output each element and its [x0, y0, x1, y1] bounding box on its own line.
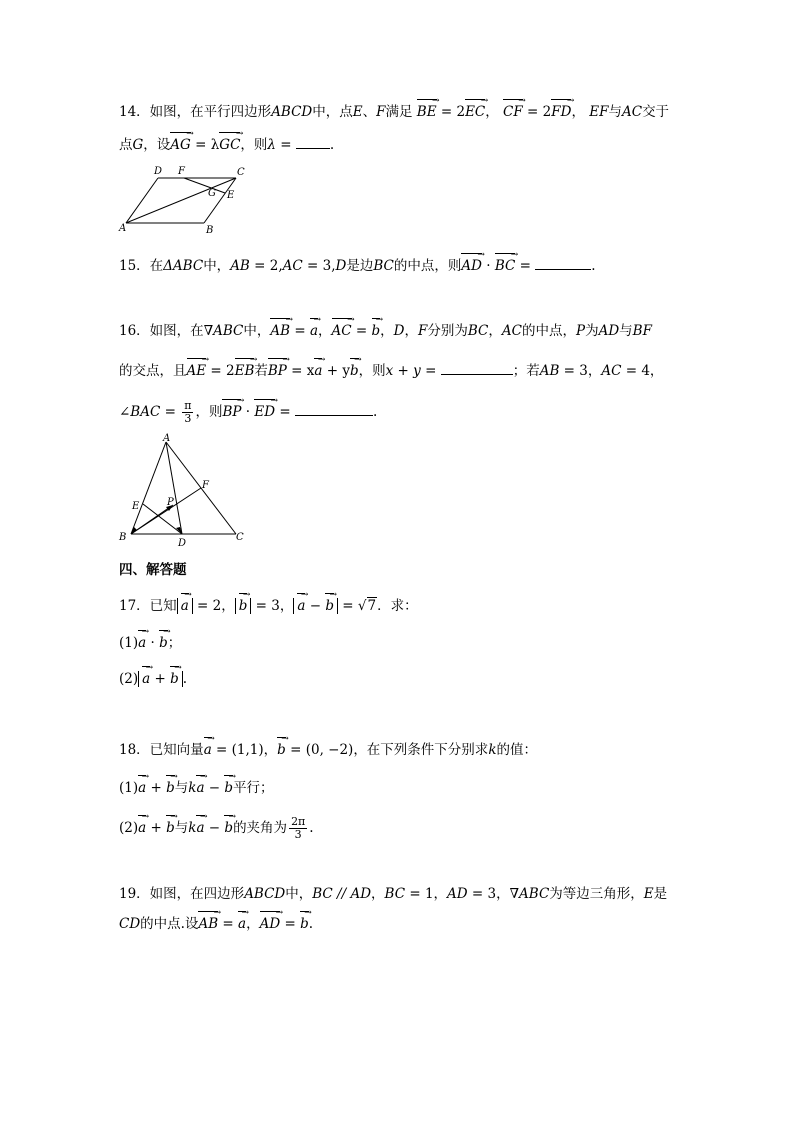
vector: a →	[310, 322, 318, 340]
median-AD	[166, 442, 182, 534]
text: 、	[362, 104, 377, 120]
q17-part1	[119, 634, 181, 652]
q14-line1	[119, 103, 669, 121]
vector: a →	[196, 819, 204, 837]
vector: b →	[166, 779, 175, 797]
text: =	[290, 323, 310, 339]
text: 中，	[203, 258, 231, 274]
text: =	[515, 258, 536, 274]
text: E	[352, 104, 363, 120]
text: BC	[373, 258, 394, 274]
q16-line2	[119, 360, 663, 380]
text: =	[218, 916, 239, 932]
text: +	[150, 671, 171, 687]
text: ·	[241, 404, 255, 420]
text: ，	[404, 323, 418, 339]
text: .	[182, 671, 188, 687]
vector: ED →	[254, 403, 275, 421]
text: + y	[322, 363, 350, 379]
text: ，	[488, 323, 502, 339]
vector: b →	[300, 915, 309, 933]
vector: b →	[224, 819, 233, 837]
text: =	[275, 137, 296, 153]
q19-line1	[119, 885, 667, 903]
answer-blank[interactable]	[535, 255, 591, 270]
text: ∠BAC	[119, 404, 161, 420]
text: ∇ABC	[203, 323, 244, 339]
vector: b →	[166, 819, 175, 837]
fraction	[289, 816, 307, 841]
vector: AB →	[270, 322, 290, 340]
vector: a →	[314, 362, 322, 380]
text: 17．已知	[119, 598, 177, 614]
label-E: E	[132, 501, 140, 512]
text: 与	[174, 780, 189, 796]
label-D: D	[154, 166, 163, 177]
text: E	[643, 886, 654, 902]
q15-line	[119, 255, 596, 275]
label-B: B	[206, 225, 214, 235]
text: ，设	[143, 137, 171, 153]
text: .	[591, 258, 596, 274]
text: BC	[467, 323, 489, 339]
text: = 2，	[192, 598, 235, 614]
q19-line2	[119, 915, 313, 933]
text: .	[329, 137, 335, 153]
text: 的中点，则	[393, 258, 462, 274]
text: ABCD	[271, 104, 313, 120]
text: 中，点	[312, 104, 353, 120]
text: −	[204, 820, 225, 836]
q16-line3	[119, 400, 377, 425]
denominator: 3	[294, 828, 302, 841]
text: 的夹角为	[233, 820, 288, 836]
text: = 1，	[405, 886, 448, 902]
text: (1)	[119, 635, 139, 651]
numerator: π	[184, 399, 192, 412]
vector: AB →	[198, 915, 218, 933]
text: 中，	[243, 323, 271, 339]
text: 是边	[346, 258, 374, 274]
label-E: E	[227, 190, 235, 201]
text: ，则	[240, 137, 268, 153]
text: = 2	[522, 104, 552, 120]
text: −	[204, 780, 225, 796]
text: =	[420, 363, 441, 379]
text: 的中点，	[521, 323, 576, 339]
text: k	[188, 780, 197, 796]
text: = 2	[436, 104, 466, 120]
text: AB	[230, 258, 250, 274]
text: = x	[286, 363, 315, 379]
text: ，	[485, 104, 499, 120]
text: 与	[608, 104, 622, 120]
sqrt-radicand: 7	[367, 598, 377, 614]
abs-value	[177, 598, 193, 614]
label-F: F	[202, 480, 209, 491]
text: =	[338, 598, 358, 614]
text: = 3，	[559, 363, 602, 379]
q16-triangle-figure	[118, 432, 258, 547]
text: ABCD	[244, 886, 286, 902]
q14-parallelogram-figure	[118, 163, 248, 235]
abs-value	[293, 598, 338, 614]
text: ·	[481, 258, 495, 274]
text: x + y	[385, 363, 421, 379]
text: 的中点.设	[140, 916, 199, 932]
text: ，在下列条件下分别求	[353, 742, 489, 758]
text: 与	[174, 820, 189, 836]
vector: a →	[138, 634, 146, 652]
text: 的值：	[496, 742, 537, 758]
text: =	[275, 404, 295, 420]
denominator: 3	[184, 412, 192, 425]
vector: EB →	[235, 362, 255, 380]
text: 交于	[642, 104, 670, 120]
text: −	[305, 598, 326, 614]
abs-value	[138, 671, 183, 687]
vector: AC →	[332, 322, 352, 340]
text: ．求：	[377, 598, 418, 614]
text: = 3，	[467, 886, 510, 902]
answer-blank[interactable]	[441, 360, 513, 375]
text: F	[376, 104, 386, 120]
vector: a →	[204, 741, 212, 759]
text: ；	[167, 635, 182, 651]
text: (2)	[119, 820, 139, 836]
text: 14．如图，在平行四边形	[119, 104, 272, 120]
text: .	[372, 404, 378, 420]
label-G: G	[208, 188, 216, 199]
label-F: F	[178, 166, 185, 177]
text: (2)	[119, 671, 139, 687]
text: 中，	[285, 886, 313, 902]
label-B: B	[119, 532, 127, 543]
vector: a →	[238, 915, 246, 933]
vector: EC →	[465, 103, 485, 121]
text: D	[335, 258, 347, 274]
fraction	[182, 400, 193, 425]
text: λ	[267, 137, 276, 153]
vector: a →	[297, 597, 305, 615]
text: 15．在	[119, 258, 164, 274]
text: k	[488, 742, 497, 758]
vector: b →	[170, 670, 179, 688]
text: (1)	[119, 780, 139, 796]
text: ，	[380, 323, 394, 339]
section-heading: 四、解答题	[119, 562, 187, 578]
vector: BP →	[268, 362, 287, 380]
text: ，则	[195, 404, 223, 420]
text: 的交点，且	[119, 363, 187, 379]
vector: b →	[239, 597, 248, 615]
text: =	[351, 323, 372, 339]
text: ，	[246, 916, 260, 932]
text: +	[146, 780, 167, 796]
vector: b →	[350, 362, 359, 380]
text: = 3，	[251, 598, 294, 614]
text: = (1,1)，	[211, 742, 278, 758]
text: 点	[119, 137, 133, 153]
vector: AE →	[187, 362, 207, 380]
text: AC	[621, 104, 643, 120]
text: = 2,	[249, 258, 283, 274]
text: 若	[254, 363, 268, 379]
text: =	[160, 404, 181, 420]
text: ，则	[358, 363, 386, 379]
vector: a →	[138, 779, 146, 797]
text: AD	[447, 886, 468, 902]
label-P: P	[167, 497, 174, 508]
vector: b →	[159, 634, 168, 652]
vector: CF →	[503, 103, 523, 121]
text: =	[280, 916, 301, 932]
text: = 2	[206, 363, 235, 379]
vector: BC →	[495, 257, 516, 275]
text: +	[146, 820, 167, 836]
text: 与	[619, 323, 633, 339]
text: ∇ABC	[509, 886, 550, 902]
text: AB	[539, 363, 560, 379]
text: 满足	[385, 104, 413, 120]
q18-part1	[119, 779, 274, 797]
vector: b →	[224, 779, 233, 797]
q17-part2	[119, 670, 187, 688]
vector: b →	[372, 322, 381, 340]
q18-part2	[119, 816, 314, 841]
vector: AG →	[170, 136, 191, 154]
text: BC	[384, 886, 406, 902]
text: 平行；	[233, 780, 274, 796]
q17-line1: 17．已知 a → = 2， b → = 3， a → − b → = √7．求：	[119, 597, 418, 615]
q18-line1	[119, 741, 537, 759]
text: AD	[598, 323, 620, 339]
answer-blank[interactable]	[295, 401, 373, 416]
vector: b →	[325, 597, 334, 615]
text: .	[309, 820, 314, 836]
label-D: D	[178, 538, 187, 547]
text: ；若	[512, 363, 540, 379]
vector: a →	[142, 670, 150, 688]
text: 16．如图，在	[119, 323, 204, 339]
label-C: C	[237, 167, 245, 178]
vector: AD →	[461, 257, 482, 275]
text: k	[188, 820, 197, 836]
text: ，	[318, 323, 332, 339]
label-A: A	[163, 433, 171, 444]
answer-blank[interactable]	[296, 134, 330, 149]
numerator: 2π	[291, 815, 306, 828]
text: 为	[585, 323, 599, 339]
vector: b →	[277, 741, 286, 759]
text: ，	[371, 886, 385, 902]
text: F	[418, 323, 428, 339]
text: = (0, −2)	[285, 742, 354, 758]
text: ，	[571, 104, 585, 120]
vector: a →	[138, 819, 146, 837]
text: AC	[282, 258, 303, 274]
vector: AD →	[260, 915, 281, 933]
text: = λ	[190, 137, 220, 153]
text: CD	[119, 916, 141, 932]
edge-AB	[131, 442, 166, 534]
text: AC	[501, 323, 522, 339]
text: BC // AD	[312, 886, 372, 902]
q14-line2	[119, 134, 334, 154]
q16-line1	[119, 322, 652, 340]
text: G	[132, 137, 144, 153]
text: = 4，	[621, 363, 664, 379]
vector: BE →	[417, 103, 437, 121]
text: 19．如图，在四边形	[119, 886, 245, 902]
vector: BP →	[222, 403, 241, 421]
text: P	[575, 323, 586, 339]
text: .	[308, 916, 314, 932]
text: 分别为	[427, 323, 468, 339]
vector: FD →	[551, 103, 571, 121]
text: 为等边三角形，	[549, 886, 644, 902]
label-A: A	[119, 223, 127, 234]
segment-ED	[143, 504, 182, 534]
label-C: C	[236, 532, 244, 543]
text: 是	[653, 886, 668, 902]
text: BF	[632, 323, 652, 339]
text: AC	[601, 363, 622, 379]
text: EF	[589, 104, 609, 120]
text: D	[393, 323, 405, 339]
text: = 3,	[302, 258, 336, 274]
text: 18．已知向量	[119, 742, 204, 758]
vector: a →	[181, 597, 189, 615]
text: ΔABC	[163, 258, 204, 274]
vector: a →	[196, 779, 204, 797]
vector: GC →	[219, 136, 240, 154]
text: ·	[146, 635, 160, 651]
abs-value	[235, 598, 252, 614]
